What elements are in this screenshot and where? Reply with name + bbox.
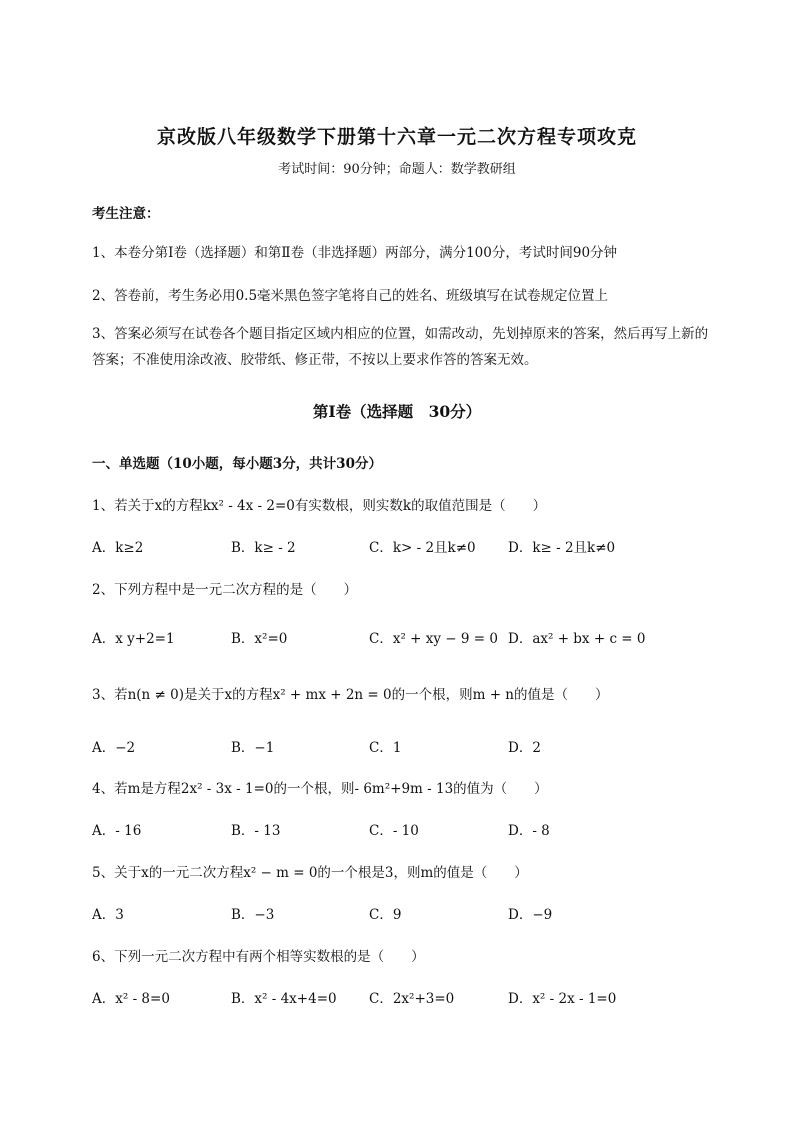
- question-stem: 3、若n(n ≠ 0)是关于x的方程x² + mx + 2n = 0的一个根，则m + n的值是（ ）: [92, 687, 609, 703]
- option-b: B．k≥ - 2: [231, 540, 296, 556]
- notice-heading: 考生注意：: [92, 206, 160, 222]
- option-d: D．k≥ - 2且k≠0: [508, 540, 616, 556]
- page-title: 京改版八年级数学下册第十六章一元二次方程专项攻克: [156, 126, 637, 148]
- question-stem: 2、下列方程中是一元二次方程的是（ ）: [92, 582, 358, 598]
- option-d: D．2: [508, 740, 541, 756]
- notice-item: 3、答案必须写在试卷各个题目指定区域内相应的位置，如需改动，先划掉原来的答案，然后再写上新的答案；不准使用涂改液、胶带纸、修正带，不按以上要求作答的答案无效。: [92, 326, 709, 368]
- option-d: D．−9: [508, 907, 553, 923]
- option-b: B．x²=0: [231, 631, 288, 647]
- question-stem: 5、关于x的一元二次方程x² − m = 0的一个根是3，则m的值是（ ）: [92, 865, 528, 881]
- option-b: B．−3: [231, 907, 275, 923]
- option-c: C．1: [369, 740, 402, 756]
- notice-item: 2、答卷前，考生务必用0.5毫米黑色签字笔将自己的姓名、班级填写在试卷规定位置上: [92, 288, 609, 304]
- option-c: C．2x²+3=0: [369, 991, 455, 1007]
- option-d: D．ax² + bx + c = 0: [508, 631, 646, 647]
- option-a: A．−2: [92, 740, 136, 756]
- question-stem: 6、下列一元二次方程中有两个相等实数根的是（ ）: [92, 949, 425, 965]
- notice-item: 1、本卷分第I卷（选择题）和第Ⅱ卷（非选择题）两部分，满分100分，考试时间90分钟: [92, 245, 618, 261]
- question-stem: 4、若m是方程2x² - 3x - 1=0的一个根，则- 6m²+9m - 13的值为（ ）: [92, 781, 548, 797]
- section-title: 第I卷（选择题 30分）: [312, 402, 482, 421]
- option-b: B．x² - 4x+4=0: [231, 991, 337, 1007]
- option-c: C．9: [369, 907, 402, 923]
- option-d: D．- 8: [508, 823, 550, 839]
- option-a: A．x² - 8=0: [92, 991, 170, 1007]
- option-a: A．k≥2: [92, 540, 144, 556]
- option-b: B．−1: [231, 740, 275, 756]
- option-a: A．3: [92, 907, 124, 923]
- option-c: C．x² + xy − 9 = 0: [369, 631, 498, 647]
- option-b: B．- 13: [231, 823, 281, 839]
- option-c: C．k> - 2且k≠0: [369, 540, 476, 556]
- option-a: A．x y+2=1: [92, 631, 175, 647]
- part-heading: 一、单选题（10小题，每小题3分，共计30分）: [92, 456, 382, 472]
- option-d: D．x² - 2x - 1=0: [508, 991, 617, 1007]
- option-a: A．- 16: [92, 823, 142, 839]
- option-c: C．- 10: [369, 823, 419, 839]
- question-stem: 1、若关于x的方程kx² - 4x - 2=0有实数根，则实数k的取值范围是（ ）: [92, 498, 547, 514]
- exam-info: 考试时间：90分钟；命题人：数学教研组: [278, 162, 516, 177]
